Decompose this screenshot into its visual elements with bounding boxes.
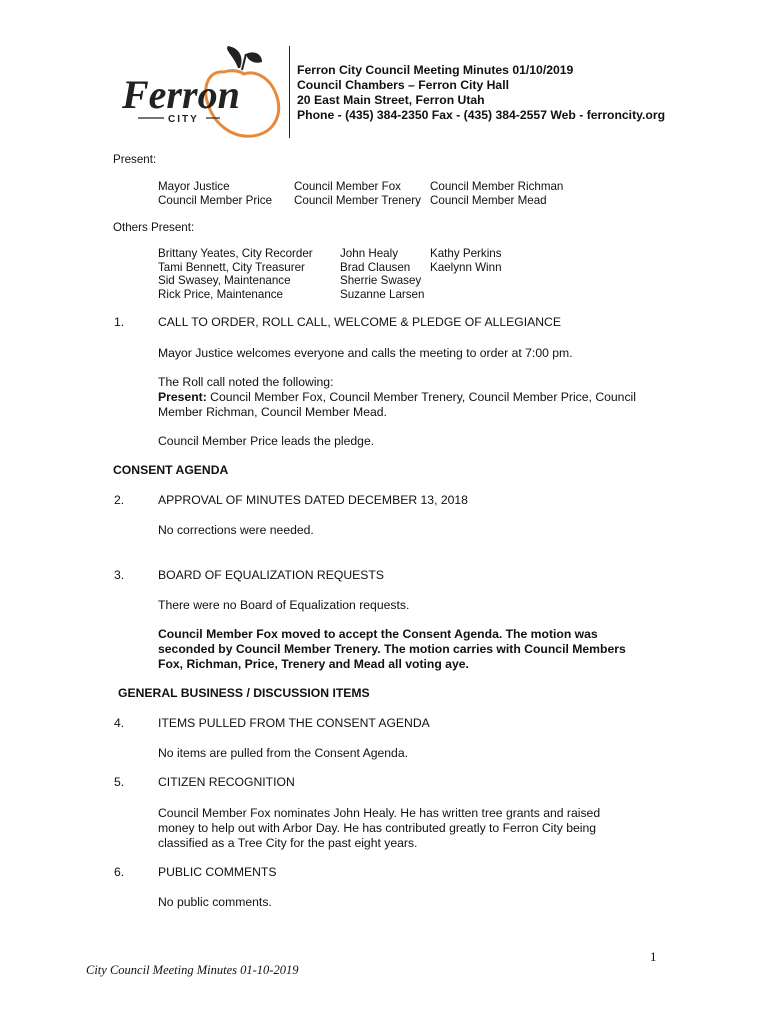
roll-call-line bbox=[158, 390, 636, 405]
section-heading: CONSENT AGENDA bbox=[113, 463, 229, 477]
section-heading: GENERAL BUSINESS / DISCUSSION ITEMS bbox=[118, 686, 370, 700]
page-footer: City Council Meeting Minutes 01-10-2019 bbox=[86, 963, 299, 977]
present-label: Present: bbox=[113, 153, 157, 166]
logo-subword: CITY bbox=[168, 114, 199, 125]
attendee: Suzanne Larsen bbox=[340, 287, 425, 301]
present-col-2 bbox=[294, 180, 421, 207]
roll-call-line: Member Richman, Council Member Mead. bbox=[158, 405, 387, 419]
attendee: Rick Price, Maintenance bbox=[158, 287, 284, 301]
header-block bbox=[297, 63, 665, 123]
item-number: 6. bbox=[114, 865, 125, 879]
motion-text: Council Member Fox moved to accept the Consent Agenda. The motion was bbox=[158, 627, 598, 641]
item-title: CITIZEN RECOGNITION bbox=[158, 775, 295, 789]
logo-wordmark: Ferron bbox=[122, 72, 240, 117]
ferron-logo bbox=[116, 44, 286, 144]
item-text: Council Member Price leads the pledge. bbox=[158, 434, 375, 448]
others-label: Others Present: bbox=[113, 221, 195, 234]
item-title: PUBLIC COMMENTS bbox=[158, 865, 277, 879]
others-col-3 bbox=[430, 247, 502, 274]
attendee: Council Member Trenery bbox=[294, 193, 421, 207]
item-number: 5. bbox=[114, 775, 125, 789]
item-number: 4. bbox=[114, 716, 125, 730]
motion-text: Fox, Richman, Price, Trenery and Mead all voting aye. bbox=[158, 657, 469, 671]
attendee: Kathy Perkins bbox=[430, 247, 502, 260]
others-col-2 bbox=[340, 247, 424, 301]
present-col-3 bbox=[430, 180, 563, 207]
attendee: Council Member Price bbox=[158, 193, 273, 207]
item-text: No public comments. bbox=[158, 895, 272, 909]
item-title: ITEMS PULLED FROM THE CONSENT AGENDA bbox=[158, 716, 430, 730]
item-number: 3. bbox=[114, 568, 125, 582]
attendee: Tami Bennett, City Treasurer bbox=[158, 260, 305, 274]
attendee: Brittany Yeates, City Recorder bbox=[158, 247, 313, 260]
item-text: Mayor Justice welcomes everyone and calls the meeting to order at 7:00 pm. bbox=[158, 346, 573, 360]
item-number: 2. bbox=[114, 493, 125, 507]
page-number: 1 bbox=[650, 949, 657, 964]
attendee: Brad Clausen bbox=[340, 260, 411, 274]
contact-info: Phone - (435) 384-2350 Fax - (435) 384-2557 Web - ferroncity.org bbox=[297, 108, 666, 122]
item-text: money to help out with Arbor Day. He has contributed greatly to Ferron City being bbox=[158, 821, 597, 835]
meeting-address: 20 East Main Street, Ferron Utah bbox=[297, 93, 485, 107]
attendee: Sid Swasey, Maintenance bbox=[158, 274, 291, 287]
roll-call-names: Council Member Fox, Council Member Trenery, Council Member Price, Council bbox=[206, 390, 636, 404]
meeting-title: Ferron City Council Meeting Minutes 01/10/2019 bbox=[297, 63, 574, 77]
item-title: APPROVAL OF MINUTES DATED DECEMBER 13, 2018 bbox=[158, 493, 468, 507]
item-title: CALL TO ORDER, ROLL CALL, WELCOME & PLEDGE OF ALLEGIANCE bbox=[158, 315, 561, 329]
meeting-location: Council Chambers – Ferron City Hall bbox=[297, 78, 509, 92]
attendee: Mayor Justice bbox=[158, 180, 230, 193]
others-col-1 bbox=[158, 247, 313, 301]
attendee: Council Member Fox bbox=[294, 180, 401, 193]
item-title: BOARD OF EQUALIZATION REQUESTS bbox=[158, 568, 384, 582]
attendee: Kaelynn Winn bbox=[430, 260, 502, 274]
item-text: Council Member Fox nominates John Healy. He has written tree grants and raised bbox=[158, 806, 601, 820]
header-divider bbox=[289, 46, 290, 138]
motion-text: seconded by Council Member Trenery. The motion carries with Council Members bbox=[158, 642, 626, 656]
item-text: classified as a Tree City for the past eight years. bbox=[158, 836, 418, 850]
item-number: 1. bbox=[114, 315, 125, 329]
item-text: The Roll call noted the following: bbox=[158, 375, 334, 389]
item-text: There were no Board of Equalization requests. bbox=[158, 598, 410, 612]
item-text: No corrections were needed. bbox=[158, 523, 314, 537]
attendee: Sherrie Swasey bbox=[340, 274, 422, 287]
item-text: No items are pulled from the Consent Agenda. bbox=[158, 746, 408, 760]
present-col-1 bbox=[158, 180, 272, 207]
attendee: Council Member Richman bbox=[430, 180, 564, 193]
attendee: John Healy bbox=[340, 247, 399, 260]
attendee: Council Member Mead bbox=[430, 193, 547, 207]
roll-call-label: Present: bbox=[158, 390, 207, 404]
